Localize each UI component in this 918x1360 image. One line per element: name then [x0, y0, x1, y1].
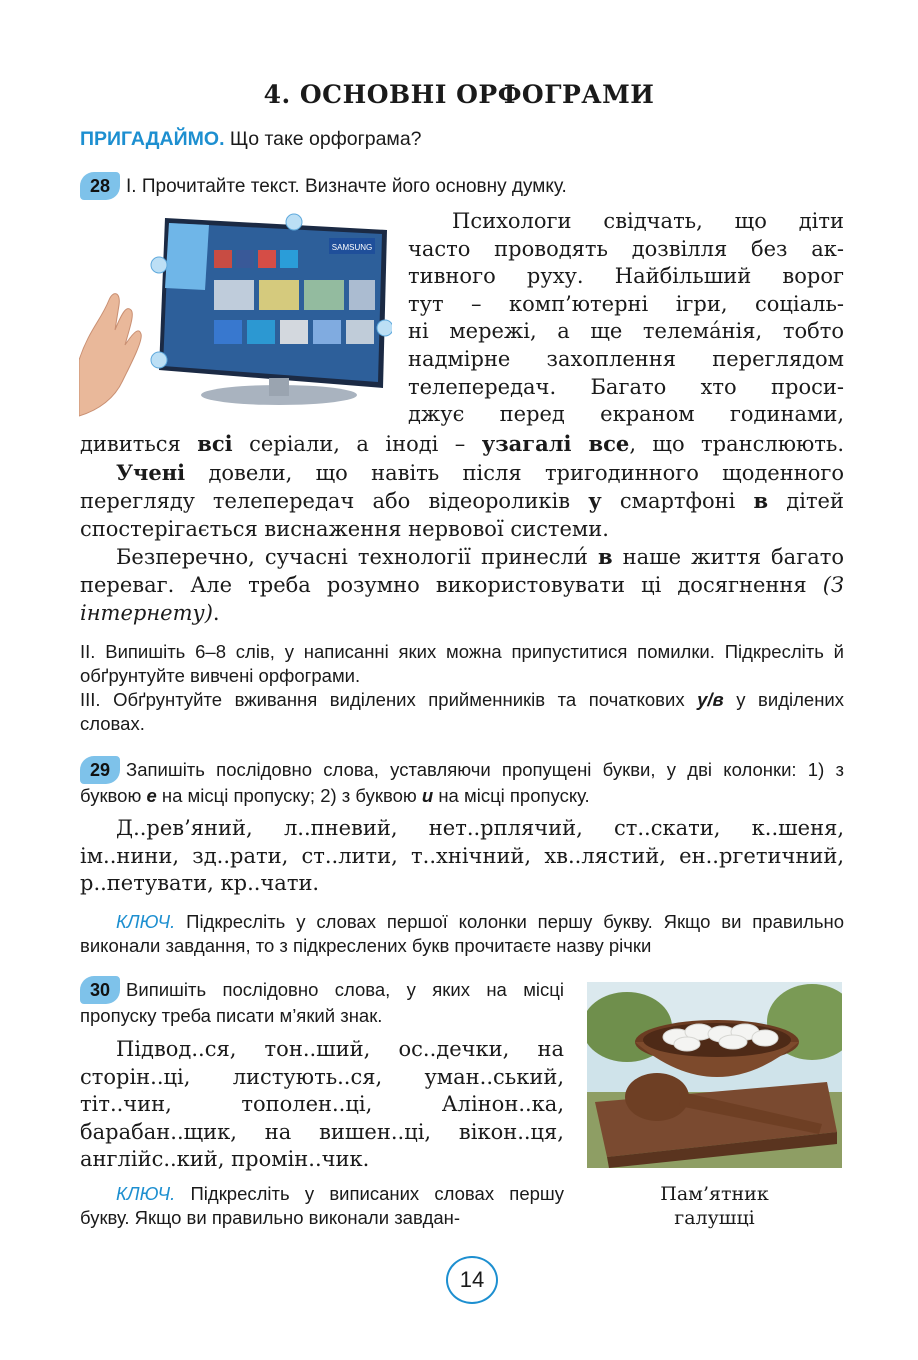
text-span: у виділених словах. [80, 689, 844, 734]
exercise-28-task [80, 172, 567, 200]
text-line: Психологи свідчать, що діти [452, 209, 844, 233]
highlight-letter: е [146, 785, 157, 806]
text-line: надмірне захоплення переглядом [408, 346, 844, 371]
exercise-30-key [80, 1182, 564, 1230]
tv-brand-text: SAMSUNG [331, 243, 373, 252]
text-line: телепередач. Багато хто проси- [408, 374, 844, 399]
recall-prompt [80, 128, 422, 151]
exercise-30-words: Підвод..ся, тон..ший, ос..дечки, на сторін..ці, листують..ся, уман..ський, тіт..чин, тополен..ці, Алінон..ка, барабан..щик, на вишен..ці, вікон..ця, англійс..кий, промін..чик. [80, 1037, 564, 1172]
page-number: 14 [446, 1256, 498, 1304]
text-span: , що транслюють. [629, 432, 845, 456]
text-paragraph-2 [80, 459, 844, 544]
text-span: . [212, 600, 220, 625]
exercise-28-instruction: І. Прочитайте текст. Визначте його основну думку. [126, 176, 567, 197]
text-line: джує перед екраном годинами, [408, 402, 844, 427]
text-line: тивного руху. Найбільший ворог [408, 264, 844, 289]
text-line-full [80, 430, 844, 459]
exercise-30-task [80, 976, 564, 1028]
highlight-letter: и [421, 785, 434, 806]
highlight-word: узагалі все [481, 431, 630, 456]
caption-line: Пам’ятник [660, 1183, 769, 1205]
recall-text: Що таке орфограма? [224, 128, 422, 150]
text-paragraph-1 [408, 208, 844, 429]
exercise-number-badge: 29 [80, 756, 120, 784]
text-line: часто проводять дозвілля без ак- [408, 236, 844, 261]
key-label: КЛЮЧ. [116, 1183, 176, 1204]
key-text: Підкресліть у словах першої колонки першу букву. Якщо ви правильно виконали завдання, то з підкреслених букв прочитаєте назву річки [80, 911, 844, 956]
text-span: дітей спостерігається виснаження нервової системи. [80, 489, 844, 541]
text-body [80, 430, 844, 627]
galushka-monument-photo [587, 982, 842, 1168]
exercise-29-task [80, 756, 844, 808]
section-title: 4. ОСНОВНІ ОРФОГРАМИ [263, 80, 655, 109]
tv-hub-label: SMART HUB [341, 220, 388, 229]
exercise-number-badge: 30 [80, 976, 120, 1004]
text-line: тут – комп’ютерні ігри, соціаль- [408, 291, 844, 316]
highlight-word: в [597, 544, 613, 570]
text-span: Безперечно, сучасні технології принесли́ [116, 545, 598, 570]
subtask-2: ІІ. Випишіть 6–8 слів, у написанні яких можна припуститися помилки. Підкресліть й обґрунтуйте вивчені орфограми. [80, 641, 844, 686]
exercise-28-subtasks [80, 640, 844, 736]
text-line: ні мережі, а ще телема́нія, тобто [408, 319, 844, 344]
recall-label: ПРИГАДАЙМО. [80, 128, 225, 150]
key-text: Підкресліть у виписаних словах першу букву. Якщо ви правильно виконали завдан- [80, 1183, 564, 1228]
source-note: (З інтернету) [80, 572, 844, 625]
highlight-word: в [753, 488, 769, 514]
text-span: серіали, а іноді – [232, 432, 482, 456]
text-span: на місці пропуску; 2) з буквою [156, 785, 422, 806]
exercise-number-badge: 28 [80, 172, 120, 200]
text-span: Запишіть послідовно слова, уставляючи пропущені букви, у дві колонки: 1) з буквою [80, 759, 844, 806]
text-paragraph-3 [80, 543, 844, 627]
highlight-word: всі [197, 431, 233, 456]
text-span: довели, що навіть після тригодинного щоденного переглядy телепередач або відеороликів [80, 460, 844, 514]
highlight-word: у [588, 488, 602, 514]
text-span: наше життя багато переваг. Але треба розумно використовувати ці досягнення [80, 545, 844, 597]
photo-caption [587, 1182, 842, 1230]
exercise-29-key [80, 910, 844, 958]
smart-tv-illustration [79, 210, 392, 421]
text-span: ІІІ. Обґрунтуйте вживання виділених прийменників та початкових [80, 689, 698, 710]
caption-line: галушці [674, 1207, 755, 1229]
exercise-29-words: Д..рев’яний, л..пневий, нет..рплячий, ст..скати, к..шеня, ім..нини, зд..рати, ст..лити, т..хнічний, хв..лястий, ен..ргетичний, р..петувати, кр..чати. [80, 816, 844, 896]
text-span: на місці пропуску. [433, 785, 590, 806]
highlight-word: Учені [116, 459, 186, 485]
key-label: КЛЮЧ. [116, 911, 176, 932]
subtask-3 [80, 688, 844, 736]
exercise-30-instruction: Випишіть послідовно слова, у яких на місці пропуску треба писати м’який знак. [80, 979, 564, 1026]
highlight-word: у/в [697, 689, 724, 710]
text-span: дивиться [80, 432, 198, 456]
text-span: смартфоні [601, 489, 754, 514]
